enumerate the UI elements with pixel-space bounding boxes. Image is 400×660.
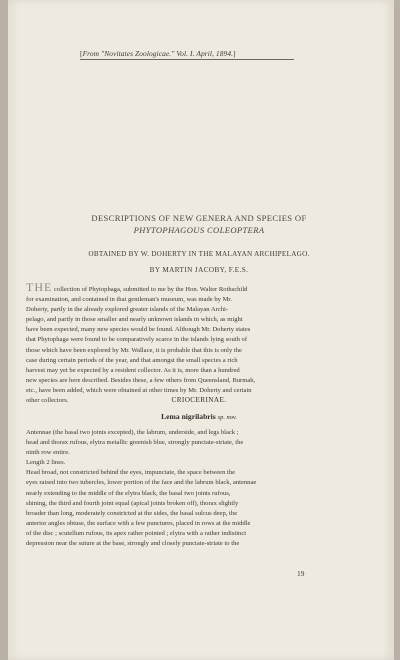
intro-dropcap: THE (26, 282, 53, 294)
intro-line (26, 282, 344, 295)
description-line: nearly extending to the middle of the elytra black, the basal two joints rufous, (26, 489, 231, 497)
author-line: BY MARTIN JACOBY, F.E.S. (149, 266, 249, 274)
description-line: Head broad, not constricted behind the eyes, impunctate, the space between the (26, 469, 236, 477)
description-line: ninth row entire. (26, 449, 70, 457)
description-line: depression near the suture at the base, strongly and closely punctate-striate to the (26, 540, 240, 548)
description-line: Length 2 lines. (26, 459, 66, 467)
intro-line: etc., have been added, which were obtained at other times by Mr. Doherty and certain (26, 386, 252, 394)
intro-line: new species are here described. Besides these, a few others from Queensland, Burmah, (26, 376, 256, 384)
header-bracket-close: ] (233, 49, 236, 58)
paper-title (38, 212, 360, 236)
intro-paragraph (26, 282, 344, 406)
intro-line: have been expected, many new species would be found. Although Mr. Doherty states (26, 326, 251, 334)
description-line: anterior angles obtuse, the surface with a few punctures, placed in rows at the middle (26, 519, 251, 527)
description-line: head and thorax rufous, elytra metallic greenish blue, strongly punctate-striate, the (26, 439, 244, 447)
title-line-2: PHYTOPHAGOUS COLEOPTERA (133, 225, 265, 235)
paper-subtitle: OBTAINED BY W. DOHERTY IN THE MALAYAN ARCHIPELAGO. (88, 250, 310, 258)
intro-line: other collectors. (26, 397, 69, 405)
species-suffix: sp. nov. (217, 414, 237, 421)
species-name: Lema nigrilabris (161, 412, 216, 421)
intro-line: for examination, and contained in that gentleman's museum, was made by Mr. (26, 296, 232, 304)
title-line-1: DESCRIPTIONS OF NEW GENERA AND SPECIES OF (91, 213, 307, 223)
intro-line: case during certain periods of the year, and that amongst the small species a rich (26, 356, 238, 364)
header-source-text: From "Novitates Zoologicae." Vol. I. April, 1894. (82, 49, 234, 58)
description-line: of the disc ; scutellum rufous, its apex rather pointed ; elytra with a rather indistinct (26, 529, 247, 537)
section-heading: CRIOCERINAE. (171, 396, 227, 404)
description-line: Antennae (the basal two joints excepted), the labrum, underside, and legs black ; (26, 429, 239, 436)
journal-source-header (80, 49, 294, 60)
species-description (26, 428, 344, 549)
intro-line: those which have been explored by Mr. Wallace, it is probable that this is only the (26, 346, 242, 354)
species-heading (38, 412, 360, 421)
intro-line: pelago, and partly in those smaller and nearly unknown islands in which, as might (26, 316, 243, 324)
description-line: shining, the third and fourth joint equal (apical joints broken off), thorax slightly (26, 499, 239, 507)
paper-page (8, 0, 394, 660)
header-bracket-open: [ (80, 49, 83, 58)
description-line: broader than long, moderately constricted at the sides, the basal sulcus deep, the (26, 509, 238, 517)
intro-line-text: collection of Phytophaga, submitted to me by the Hon. Walter Rothschild (52, 286, 248, 293)
description-line: eyes raised into two tubercles, lower portion of the face and the labrum black, antennae (26, 479, 257, 487)
intro-line: that Phytophaga were found to be comparatively scarce in the islands lying south of (26, 336, 248, 344)
page-number: 19 (297, 569, 305, 578)
intro-line: Doherty, partly in the already explored greater islands of the Malayan Archi- (26, 306, 229, 314)
intro-line: harvest may yet be expected by a resident collector. As it is, more than a hundred (26, 366, 240, 374)
